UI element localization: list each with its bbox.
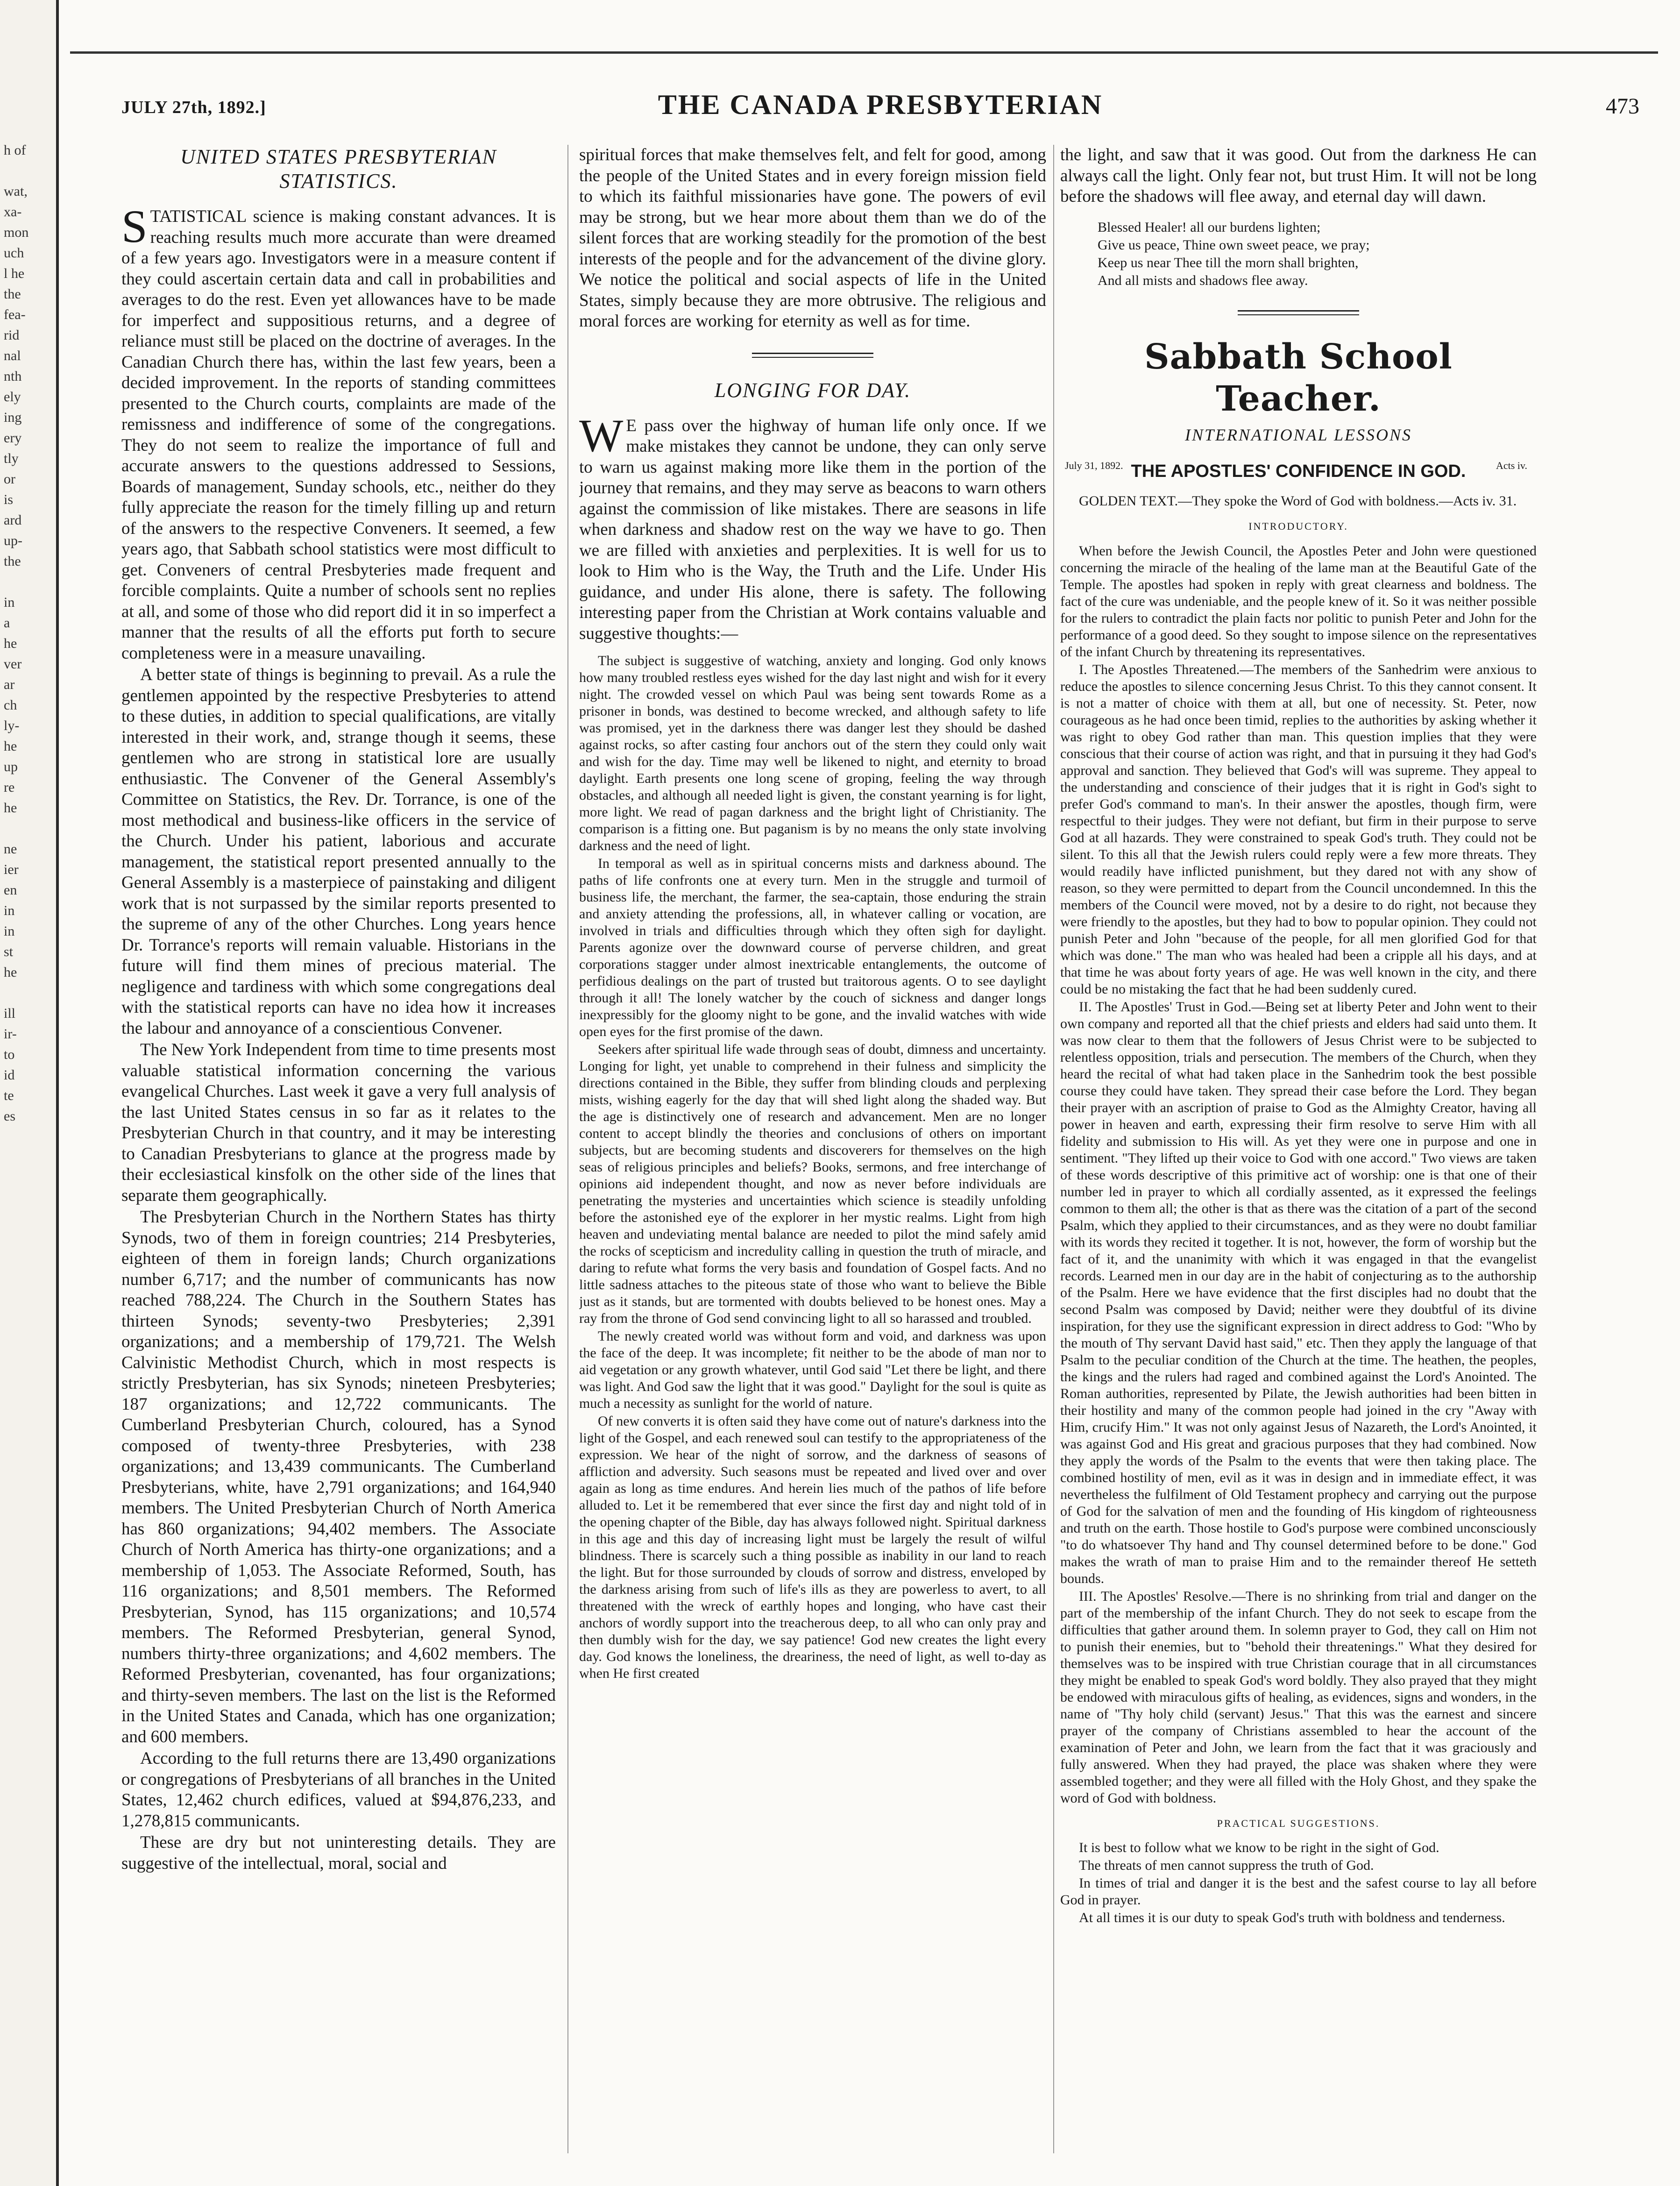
poem-line: Give us peace, Thine own sweet peace, we pray; xyxy=(1098,237,1370,253)
edge-fragment: rid xyxy=(4,327,20,343)
lesson-date: July 31, 1892. xyxy=(1065,460,1123,471)
edge-fragment: nth xyxy=(4,369,22,384)
quoted-paragraph: In temporal as well as in spiritual concerns mists and darkness abound. The paths of life confronts one at every turn. Men in the struggle and turmoil of business life, the merchant, the farmer, the sea-captain, those enduring the strain and anxiety attending the professions, all, in whatever calling or vocation, are involved in trials and difficulties through which they often sigh for daylight. Parents agonize over the downward course of perverse children, and great corporations stagger under almost inextricable entanglements, the outcome of perfidious dealings on the part of trusted but traitorous agents. O to see daylight through it all! The lonely watcher by the couch of sickness and danger longs inexpressibly for the gloomy night to be gone, and the invalid watches with wide open eyes for the first promise of the dawn. xyxy=(579,856,1046,1039)
section-rule xyxy=(1238,310,1359,315)
edge-fragment: ing xyxy=(4,410,22,425)
edge-fragment: ver xyxy=(4,656,22,672)
edge-fragment: to xyxy=(4,1047,15,1062)
edge-fragment: up xyxy=(4,759,18,774)
edge-fragment: ar xyxy=(4,677,15,692)
lesson-paragraph: II. The Apostles' Trust in God.—Being set at liberty Peter and John went to their own company and reported all that the chief priests and elders had said unto them. It was now clear to them that the followers of Jesus Christ were to be subjected to relentless opposition, trials and persecution. The members of the Church, when they heard the recital of what had taken place in the Sanhedrim took the best possible course they could have taken. They spread their case before the Lord. They began their prayer with an ascription of praise to God as the Almighty Creator, having all power in heaven and earth, expressing their firm resolve to serve Him with all fidelity and submission to His will. As yet they were one in purpose and one in sentiment. "They lifted up their voice to God with one accord." Two views are taken of these words descriptive of this primitive act of worship: one is that one of their number led in prayer to which all cordially assented, as it expressed the feelings common to them all; the other is that as there was the citation of a part of the second Psalm, which they applied to their circumstances, and as they were no doubt familiar with its words they recited it together. It is not, however, the form of worship but the fact of it, and the unanimity with which it was engaged in that the evangelist records. Learned men in our day are in the habit of conjecturing as to the authorship of the Psalm. Here we have evidence that the first disciples had no doubt that the second Psalm was composed by David; neither were they doubtful of its divine inspiration, for they use the significant expression in direct address to God: "Who by the mouth of Thy servant David hast said," etc. Then they apply the language of that Psalm to the peculiar condition of the Church at the time. The heathen, the peoples, the kings and the rulers had raged and combined against the Lord's Anointed. The Roman authorities, represented by Pilate, the Jewish authorities had been bitten in their hostility and many of the common people had joined in the cry "Away with Him, crucify Him." It was not only against Jesus of Nazareth, the Lord's Anointed, it was against God and His great and gracious purposes that they had combined. Now they apply the words of the Psalm to the events that were then taking place. The combined hostility of men, evil as it was in design and in immediate effect, it was nevertheless the fulfilment of Old Testament prophecy and carrying out the purpose of God for the salvation of men and the founding of His kingdom of righteousness and truth on the earth. Those hostile to God's purpose were combined unconsciously "to do whatsoever Thy hand and Thy counsel determined before to be done." God makes the wrath of man to praise Him and to the remainder thereof He setteth bounds. xyxy=(1060,999,1537,1586)
lesson-paragraph: I. The Apostles Threatened.—The members of the Sanhedrim were anxious to reduce the apostles to silence concerning Jesus Christ. To this they cannot consent. It is not a matter of choice with them at all, but one of necessity. St. Peter, now courageous as he had once been timid, replies to the authorities by asking whether it was right to obey God rather than man. This question implies that they were conscious that their course of action was right, and that in pursuing it they had God's approval and sanction. They believed that God's will was supreme. They appeal to the understanding and conscience of their judges that it is right in God's sight to prefer God's command to man's. In their answer the apostles, though firm, were respectful to their judges. They were not defiant, but firm in their purpose to serve God at all hazards. They were constrained to speak God's truth. They could not be silent. To this all that the Jewish rulers could reply were a few more threats. They would readily have inflicted punishment, but they dared not with any show of reason, so they were permitted to depart from the Council uncondemned. In this the members of the Council were moved, not by a desire to do right, not because they were friendly to the apostles, but they had to bow to popular opinion. They could not punish Peter and John "because of the people, for all men glorified God for that which was done." The man who was healed had been a cripple all his days, and at that time he was about forty years of age. He was well known in the city, and there could be no mistaking the fact that he had been suddenly cured. xyxy=(1060,661,1537,997)
paragraph: spiritual forces that make themselves felt, and felt for good, among the people of the United States and in every foreign mission field to which its faithful missionaries have gone. The powers of evil may be strong, but we hear more about them than we do of the silent forces that are working steadily for the promotion of the best interests of the people and for the advancement of the divine glory. We notice the political and social aspects of life in the United States, simply because they are more obtrusive. The religious and moral forces are working for eternity as well as for time. xyxy=(579,145,1046,331)
paragraph: According to the full returns there are 13,490 organizations or congregations of Presbyterians of all branches in the United States, 12,462 church edifices, valued at $94,876,233, and 1,278,815 communicants. xyxy=(121,1749,556,1831)
suggestion: In times of trial and danger it is the best and the safest course to lay all before God in prayer. xyxy=(1060,1875,1537,1908)
edge-fragment: ard xyxy=(4,512,22,528)
edge-fragment xyxy=(4,983,50,1003)
edge-fragment: the xyxy=(4,554,21,569)
edge-fragment: in xyxy=(4,903,15,918)
paragraph: A better state of things is beginning to prevail. As a rule the gentlemen appointed by the respective Presbyteries to attend to these duties, in addition to special qualifications, are vitally interested in their work, and, strange though it seems, these gentlemen who are strong in statistical lore are usually enthusiastic. The Convener of the General Assembly's Committee on Statistics, the Rev. Dr. Torrance, is one of the most methodical and business-like officers in the service of the Church. Under his patient, laborious and accurate management, the statistical report presented annually to the General Assembly is a masterpiece of painstaking and diligent work that is not surpassed by the similar reports presented to the supreme of any of the other Churches. Long years hence Dr. Torrance's reports will remain valuable. Historians in the future will find them mines of precious material. The negligence and tardiness with which some congregations deal with the statistical reports can have no idea how it increases the labour and annoyance of a conscientious Convener. xyxy=(121,665,556,1038)
lesson-reference: Acts iv. xyxy=(1496,460,1527,471)
column-separator xyxy=(567,145,568,2153)
edge-fragment: up- xyxy=(4,533,22,548)
article-title: LONGING FOR DAY. xyxy=(714,378,911,402)
edge-fragment: a xyxy=(4,615,10,631)
paragraph: These are dry but not uninteresting details. They are suggestive of the intellectual, moral, social and xyxy=(121,1833,556,1873)
edge-fragment: the xyxy=(4,286,21,302)
golden-text: GOLDEN TEXT.—They spoke the Word of God with boldness.—Acts iv. 31. xyxy=(1079,493,1517,509)
suggestion: The threats of men cannot suppress the truth of God. xyxy=(1079,1858,1374,1873)
edge-fragment: l he xyxy=(4,266,25,281)
edge-fragment: or xyxy=(4,471,15,487)
quoted-paragraph: Seekers after spiritual life wade through seas of doubt, dimness and uncertainty. Longing for light, yet unable to comprehend in their fulness and simplicity the directions contained in the Bible, they suffer from blinding clouds and perplexing mists, wishing eagerly for the day that will shed light along the shaded way. But the age is distinctively one of research and advancement. Men are no longer content to accept blindly the theories and conclusions of others on important subjects, but are becoming students and discoverers for themselves on the high seas of religious principles and beliefs? Books, sermons, and free interchange of opinions aid independent thought, and now as never before individuals are penetrating the mysteries and uncertainties which science is steadily unfolding before the astonished eye of the explorer in her mystic realms. Light from high heaven and undeviating mental balance are needed to pilot the mind safely amid the rocks of scepticism and incredulity calling in question the truth of miracle, and daring to refute what forms the very basis and foundation of Gospel facts. And no little sadness attaches to the piteous state of those who want to believe the Bible just as it stands, but are tormented with doubts believed to be honest ones. May a ray from the throne of God send convincing light to all so harassed and troubled. xyxy=(579,1042,1046,1326)
edge-fragment: id xyxy=(4,1067,15,1083)
article-title: UNITED STATES PRESBYTERIAN STATISTICS. xyxy=(180,145,497,192)
column-2 xyxy=(579,145,1046,2163)
lesson-heading xyxy=(1060,458,1537,486)
edge-fragment: ly- xyxy=(4,718,20,733)
section-subtitle: INTERNATIONAL LESSONS xyxy=(1184,425,1412,444)
edge-fragment: xa- xyxy=(4,204,22,220)
edge-fragment: tly xyxy=(4,451,19,466)
suggestion: It is best to follow what we know to be right in the sight of God. xyxy=(1079,1840,1439,1855)
left-page-edge xyxy=(0,0,59,2186)
edge-fragment: nal xyxy=(4,348,21,363)
subheading: INTRODUCTORY. xyxy=(1248,520,1348,532)
edge-fragment: ir- xyxy=(4,1026,17,1042)
poem-line: And all mists and shadows flee away. xyxy=(1098,272,1308,288)
edge-fragment: st xyxy=(4,944,14,959)
paragraph: The Presbyterian Church in the Northern States has thirty Synods, two of them in foreign countries; 214 Presbyteries, eighteen of them in foreign lands; Church organizations number 6,717; and the number of communicants has now reached 788,224. The Church in the Southern States has thirteen Synods; seventy-two Presbyteries; 2,391 organizations; and a membership of 179,721. The Welsh Calvinistic Methodist Church, which in most respects is strictly Presbyterian, has six Synods; nineteen Presbyteries; 187 organizations; and 12,722 communicants. The Cumberland Presbyterian Church, coloured, has a Synod composed of twenty-three Presbyteries, with 238 organizations; and 13,439 communicants. The Cumberland Presbyterians, white, have 2,791 organizations; and 164,940 members. The United Presbyterian Church of North America has 860 organizations; 94,402 members. The Associate Church of North America has thirty-one organizations; and a membership of 1,053. The Associate Reformed, South, has 116 organizations; and 8,501 members. The Reformed Presbyterian, Synod, has 115 organizations; and 10,574 members. The Reformed Presbyterian, general Synod, numbers thirty-three organizations; and 4,602 members. The Reformed Presbyterian, covenanted, has four organizations; and thirty-seven members. The last on the list is the Reformed in the United States and Canada, which has one organization; and 600 members. xyxy=(121,1207,556,1746)
edge-fragment: he xyxy=(4,738,17,754)
edge-fragment: ier xyxy=(4,862,19,877)
edge-fragment: re xyxy=(4,780,15,795)
paragraph: The New York Independent from time to time presents most valuable statistical information concerning the various evangelical Churches. Last week it gave a very full analysis of the last United States census in so far as it relates to the Presbyterian Church in that country, and it may be interesting to Canadian Presbyterians to glance at the progress made by their ecclesiastical kinsfolk on the other side of the lines that separate them geographically. xyxy=(121,1040,556,1205)
edge-fragment: ill xyxy=(4,1006,16,1021)
quoted-paragraph: The newly created world was without form and void, and darkness was upon the face of the deep. It was incomplete; fit neither to be the abode of man nor to aid vegetation or any growth whatever, until God said "Let there be light, and there was light. And God saw the light that it was good." Daylight for the soul is quite as much a necessity as sunlight for the world of nature. xyxy=(579,1328,1046,1411)
lesson-title: THE APOSTLES' CONFIDENCE IN GOD. xyxy=(1131,461,1466,481)
edge-fragment: ely xyxy=(4,389,21,405)
paragraph: STATISTICAL science is making constant advances. It is reaching results much more accurate than were dreamed of a few years ago. Investigators were in a measure content if they could ascertain certain data and call in probabilities and averages to do the rest. Even yet allowances have to be made for imperfect and suppositious returns, and a degree of reliance must still be placed on the doctrine of averages. In the Canadian Church there has, within the last few years, been a decided improvement. In the reports of standing committees presented to the Church courts, complaints are made of the remissness and indifference of some of the congregations. They do not seem to realize the importance of full and accurate answers to the questions addressed to Sessions, Boards of management, Sunday schools, etc., neither do they fully appreciate the reason for the timely filling up and return of the answers to the respective Conveners. It seemed, a few years ago, that Sabbath school statistics were most difficult to get. Conveners of central Presbyteries made frequent and forcible complaints. Quite a number of schools sent no replies at all, and some of those who did report did it in so imperfect a manner that the results of all the efforts put forth to secure completeness were in a measure unavailing. xyxy=(121,200,556,663)
edge-fragment: he xyxy=(4,800,17,816)
edge-fragment xyxy=(4,818,50,839)
edge-fragment: in xyxy=(4,595,15,610)
edge-fragment: te xyxy=(4,1088,14,1103)
page-number: 473 xyxy=(1606,94,1639,119)
section-rule xyxy=(752,353,873,358)
issue-date: JULY 27th, 1892.] xyxy=(121,98,266,117)
edge-fragment xyxy=(4,572,50,592)
edge-fragment: ery xyxy=(4,430,22,446)
edge-fragment: in xyxy=(4,923,15,939)
top-rule xyxy=(70,51,1658,54)
edge-fragment: uch xyxy=(4,245,24,261)
edge-fragment: es xyxy=(4,1108,15,1124)
column-1 xyxy=(121,145,556,2163)
masthead: THE CANADA PRESBYTERIAN xyxy=(658,89,1103,120)
edge-fragment xyxy=(4,161,50,181)
section-title: Sabbath School Teacher. xyxy=(1144,336,1453,419)
quoted-paragraph: Of new converts it is often said they have come out of nature's darkness into the light of the Gospel, and each renewed soul can testify to the appropriateness of the expression. We hear of the night of sorrow, and the darkness of seasons of affliction and adversity. Such seasons must be repeated and lived over and over again as long as time endures. And herein lies much of the pathos of life before alluded to. Let it be remembered that ever since the first day and night told of in the opening chapter of the Bible, day has always followed night. Spiritual darkness in this age and this day of increasing light must be largely the result of wilful blindness. There is scarcely such a thing possible as inability in our land to reach the light. But for those surrounded by clouds of sorrow and distress, enveloped by the darkness arising from such of life's ills as they are powerless to avert, to all threatened with the wreck of earthly hopes and longing, who have cast their anchors of wordly support into the treacherous deep, to all who can only pray and then dumbly wish for the day, we say patience! God new creates the light every day. God knows the loneliness, the dreariness, the need of light, as well to-day as when He first created xyxy=(579,1413,1046,1681)
edge-fragment: mon xyxy=(4,225,29,240)
lesson-paragraph: III. The Apostles' Resolve.—There is no shrinking from trial and danger on the part of the membership of the infant Church. They do not seek to escape from the difficulties that gather around them. In solemn prayer to God, they call on Him not to punish their enemies, but to "behold their threatenings." What they desired for themselves was to be inspired with true Christian courage that in all circumstances they might be enabled to speak God's word boldly. They also prayed that they might be endowed with miraculous gifts of healing, as evidences, signs and wonders, in the name of "Thy holy child (servant) Jesus." That this was the earnest and sincere prayer of the company of Christians assembled to hear the account of the examination of Peter and John, we learn from the fact that it was graciously and fully answered. When they had prayed, the place was shaken where they were assembled together; and they were all filled with the Holy Ghost, and they spake the word of God with boldness. xyxy=(1060,1588,1537,1806)
poem-line: Blessed Healer! all our burdens lighten; xyxy=(1098,219,1321,235)
edge-text-fragments xyxy=(4,140,50,1127)
edge-fragment: fea- xyxy=(4,307,26,322)
poem-line: Keep us near Thee till the morn shall brighten, xyxy=(1098,255,1359,270)
edge-fragment: h of xyxy=(4,142,26,158)
poem xyxy=(1098,219,1537,290)
edge-fragment: is xyxy=(4,492,14,507)
column-3 xyxy=(1060,145,1537,2163)
edge-fragment: wat, xyxy=(4,184,28,199)
edge-fragment: ch xyxy=(4,697,17,713)
column-separator xyxy=(1053,145,1054,2153)
quoted-paragraph: The subject is suggestive of watching, anxiety and longing. God only knows how many troubled restless eyes wished for the day last night and wish for it every night. The crowded vessel on which Paul was being sent towards Rome as a prisoner in bonds, was destined to become wrecked, and although safety to life was promised, yet in the darkness there was danger lest they should be dashed against rocks, so after casting four anchors out of the stern they could only wait and wish for the day. Time may well be likened to night, and eternity to broad daylight. Earth presents one long scene of groping, feeling the way through obstacles, and although all needed light is given, the constant yearning is for light, more light. We read of pagan darkness and the bright light of Christianity. The comparison is a fitting one. But paganism is by no means the only state involving darkness and the need of light. xyxy=(579,653,1046,853)
paragraph: the light, and saw that it was good. Out from the darkness He can always call the light. Only fear not, but trust Him. It will not be long before the shadows will flee away, and eternal day will dawn. xyxy=(1060,145,1537,206)
suggestion: At all times it is our duty to speak God's truth with boldness and tenderness. xyxy=(1079,1910,1505,1925)
edge-fragment: he xyxy=(4,965,17,980)
edge-fragment: he xyxy=(4,636,17,651)
lesson-paragraph: When before the Jewish Council, the Apostles Peter and John were questioned concerning the miracle of the healing of the lame man at the Beautiful Gate of the Temple. The apostles had spoken in reply with great clearness and boldness. The fact of the cure was undeniable, and the people knew of it. So it was neither possible for the rulers to contradict the plain facts nor politic to punish Peter and John for the performance of a good deed. So they sought to impose silence on the representatives of the infant Church by threatening its representatives. xyxy=(1060,543,1537,660)
page-header xyxy=(121,89,1639,126)
paragraph: WE pass over the highway of human life only once. If we make mistakes they cannot be undone, they can only serve to warn us against making more like them in the portion of the journey that remains, and they may serve as beacons to warn others against the commission of like mistakes. There are seasons in life when darkness and shadow rest on the way we have to go. Then we are filled with anxieties and perplexities. It is well for us to look to Him who is the Way, the Truth and the Life. Under His guidance, and under His alone, there is safety. The following interesting paper from the Christian at Work contains valuable and suggestive thoughts:— xyxy=(579,409,1046,643)
edge-fragment: ne xyxy=(4,841,17,857)
edge-fragment: en xyxy=(4,882,17,898)
subheading: PRACTICAL SUGGESTIONS. xyxy=(1217,1817,1380,1829)
